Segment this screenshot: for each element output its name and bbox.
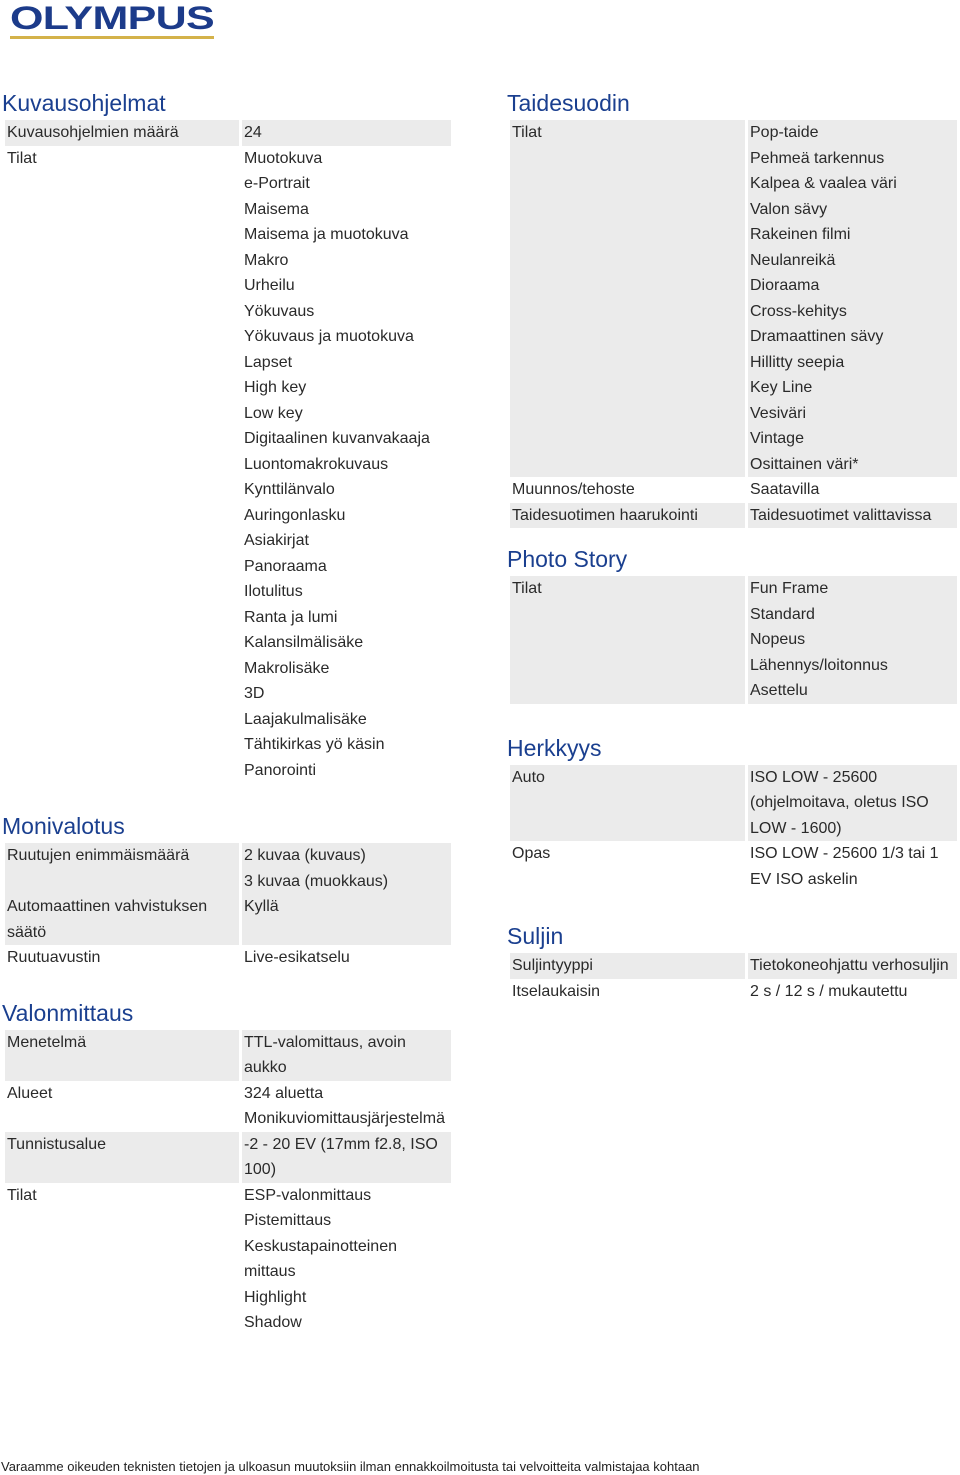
spec-value xyxy=(748,120,957,477)
spec-value-line: Lähennys/loitonnus xyxy=(750,656,888,674)
table-row xyxy=(5,945,451,971)
left-column xyxy=(2,88,454,1336)
spec-value-line: Lapset xyxy=(244,353,293,371)
section-photo-story xyxy=(507,545,960,704)
spec-value xyxy=(242,894,451,945)
spec-value: Taidesuotimet valittavissa xyxy=(748,503,957,529)
table-row xyxy=(5,146,451,784)
spec-value xyxy=(242,945,451,971)
spec-value-line: Digitaalinen kuvanvakaaja xyxy=(244,430,430,447)
spec-value-line: Valon sävy xyxy=(750,200,828,218)
spec-table xyxy=(507,765,960,893)
section-herkkyys xyxy=(507,734,960,893)
spec-value: Saatavilla xyxy=(750,481,820,498)
spec-value-line: Auringonlasku xyxy=(244,506,346,524)
olympus-logo-icon xyxy=(10,2,218,42)
spec-value-line: e-Portrait xyxy=(244,175,310,192)
brand-logo xyxy=(10,2,218,42)
spec-value xyxy=(242,120,451,146)
spec-value: ISO LOW - 25600 (ohjelmoitava, oletus ISO LOW - 1600) xyxy=(748,765,957,842)
spec-value-line: Tähtikirkas yö käsin xyxy=(244,736,385,753)
spec-value-line: Luontomakrokuvaus xyxy=(244,455,389,473)
section-suljin xyxy=(507,922,960,1004)
table-row xyxy=(510,953,957,979)
spec-key: Tilat xyxy=(510,120,745,477)
section-title: Taidesuodin xyxy=(507,90,630,116)
spec-value-line: Dramaattinen sävy xyxy=(750,328,884,345)
spec-key: Ruutujen enimmäismäärä xyxy=(5,843,239,894)
spec-value: -2 - 20 EV (17mm f2.8, ISO 100) xyxy=(242,1132,451,1183)
spec-value-line: High key xyxy=(244,379,307,396)
spec-key: Tilat xyxy=(7,149,37,167)
section-title: Valonmittaus xyxy=(2,999,134,1026)
spec-value-line: Urheilu xyxy=(244,277,295,294)
spec-key: Itselaukaisin xyxy=(512,982,601,1000)
section-title: Photo Story xyxy=(507,546,628,572)
spec-value-line: Makrolisäke xyxy=(244,659,330,677)
spec-value-line: Pop-taide xyxy=(750,124,819,141)
spec-table xyxy=(507,576,960,704)
spec-key: Tunnistusalue xyxy=(5,1132,239,1183)
spec-value: TTL-valomittaus, avoin aukko xyxy=(242,1030,451,1081)
section-title: Kuvausohjelmat xyxy=(2,90,166,116)
table-row xyxy=(510,765,957,842)
spec-value-line: Yökuvaus xyxy=(244,302,315,320)
spec-value-line: Laajakulmalisäke xyxy=(244,710,367,728)
spec-value-line: Makro xyxy=(244,251,289,269)
spec-value-line: Asettelu xyxy=(750,682,808,699)
spec-value-line: Nopeus xyxy=(750,631,806,648)
spec-value-line: Vintage xyxy=(750,430,804,447)
spec-value xyxy=(242,146,451,784)
spec-key: Kuvausohjelmien määrä xyxy=(5,120,239,146)
spec-value xyxy=(242,843,451,894)
table-row xyxy=(510,979,957,1005)
spec-key: Auto xyxy=(510,765,745,842)
spec-value-line: Pistemittaus xyxy=(244,1212,332,1229)
spec-key: Opas xyxy=(512,845,551,862)
spec-value-line: Panorointi xyxy=(244,761,317,779)
table-row xyxy=(5,1030,451,1081)
table-row xyxy=(510,576,957,704)
spec-value-line: Maisema ja muotokuva xyxy=(244,226,409,243)
spec-key: Automaattinen vahvistuksen säätö xyxy=(5,894,239,945)
spec-value-line: Vesiväri xyxy=(750,404,807,422)
section-title: Herkkyys xyxy=(507,734,602,761)
spec-value-line: Yökuvaus ja muotokuva xyxy=(244,328,414,345)
spec-value-line: Osittainen väri* xyxy=(750,455,859,473)
table-row xyxy=(5,894,451,945)
spec-value-line: Fun Frame xyxy=(750,580,829,597)
table-row xyxy=(5,1132,451,1183)
spec-key: Tilat xyxy=(7,1186,37,1204)
table-row xyxy=(5,1183,451,1336)
spec-value-line: Muotokuva xyxy=(244,149,323,167)
spec-value-line: 24 xyxy=(244,124,262,141)
spec-value-line: Panoraama xyxy=(244,557,327,575)
spec-value: Tietokoneohjattu verhosuljin xyxy=(748,953,957,979)
spec-value-line: Dioraama xyxy=(750,277,820,294)
table-row xyxy=(510,503,957,529)
section-valonmittaus xyxy=(2,999,454,1336)
spec-table xyxy=(2,1030,454,1336)
spec-value-line: Monikuviomittausjärjestelmä xyxy=(244,1110,445,1127)
spec-key: Taidesuotimen haarukointi xyxy=(510,503,745,529)
spec-value-line: Kalansilmälisäke xyxy=(244,634,364,651)
spec-value-line: Ilotulitus xyxy=(244,583,303,600)
spec-value-line: Kyllä xyxy=(244,898,279,915)
spec-value-line: Neulanreikä xyxy=(750,251,836,269)
section-title: Monivalotus xyxy=(2,813,125,839)
spec-value-line: Key Line xyxy=(750,379,813,396)
spec-value-line: Keskustapainotteinen mittaus xyxy=(244,1237,397,1280)
spec-value-line: Hillitty seepia xyxy=(750,353,845,371)
right-column xyxy=(507,88,960,1004)
spec-key: Alueet xyxy=(7,1084,53,1102)
spec-value-line: 324 aluetta xyxy=(244,1084,324,1102)
spec-key: Muunnos/tehoste xyxy=(512,481,635,498)
spec-value-line: 3 kuvaa (muokkaus) xyxy=(244,872,389,890)
table-row xyxy=(510,120,957,477)
spec-value-line: Maisema xyxy=(244,200,309,218)
spec-value-line: Low key xyxy=(244,404,303,422)
spec-value-line: Standard xyxy=(750,605,815,623)
spec-value xyxy=(242,1081,451,1132)
spec-key: Suljintyyppi xyxy=(510,953,745,979)
spec-table xyxy=(507,120,960,528)
table-row xyxy=(5,1081,451,1132)
spec-table xyxy=(507,953,960,1004)
table-row xyxy=(5,843,451,894)
spec-value-line: Highlight xyxy=(244,1288,307,1306)
spec-table xyxy=(2,843,454,971)
spec-value-line: Pehmeä tarkennus xyxy=(750,149,885,167)
spec-value: ISO LOW - 25600 1/3 tai 1 EV ISO askelin xyxy=(750,845,939,888)
brand-underline xyxy=(10,36,214,39)
spec-value-line: Rakeinen filmi xyxy=(750,226,851,243)
spec-key: Menetelmä xyxy=(5,1030,239,1081)
brand-wordmark: OLYMPUS xyxy=(10,2,215,36)
spec-value-line: Ranta ja lumi xyxy=(244,608,338,626)
spec-key: Tilat xyxy=(510,576,745,704)
spec-value-line: Kalpea & vaalea väri xyxy=(750,175,897,192)
spec-value-line: 2 kuvaa (kuvaus) xyxy=(244,847,366,864)
spec-value-line: 3D xyxy=(244,685,265,702)
spec-value-line: Kynttilänvalo xyxy=(244,481,335,498)
section-taidesuodin xyxy=(507,89,960,528)
spec-table xyxy=(2,120,454,783)
spec-value: 2 s / 12 s / mukautettu xyxy=(750,982,908,1000)
spec-value xyxy=(748,576,957,704)
section-title: Suljin xyxy=(507,923,564,949)
table-row xyxy=(5,120,451,146)
spec-value-line: ESP-valonmittaus xyxy=(244,1186,372,1204)
spec-value-line: Asiakirjat xyxy=(244,532,309,549)
spec-value-line: Shadow xyxy=(244,1314,302,1331)
spec-value-line: Live-esikatselu xyxy=(244,949,350,966)
table-row xyxy=(510,841,957,892)
spec-key: Ruutuavustin xyxy=(7,949,101,966)
table-row xyxy=(510,477,957,503)
section-monivalotus xyxy=(2,812,454,971)
section-kuvausohjelmat xyxy=(2,89,454,783)
footer-disclaimer: Varaamme oikeuden teknisten tietojen ja ulkoasun muutoksiin ilman ennakkoilmoitusta tai velvoitteita valmistajaa kohtaan xyxy=(1,1459,700,1474)
spec-value xyxy=(242,1183,451,1336)
spec-value-line: Cross-kehitys xyxy=(750,302,847,320)
